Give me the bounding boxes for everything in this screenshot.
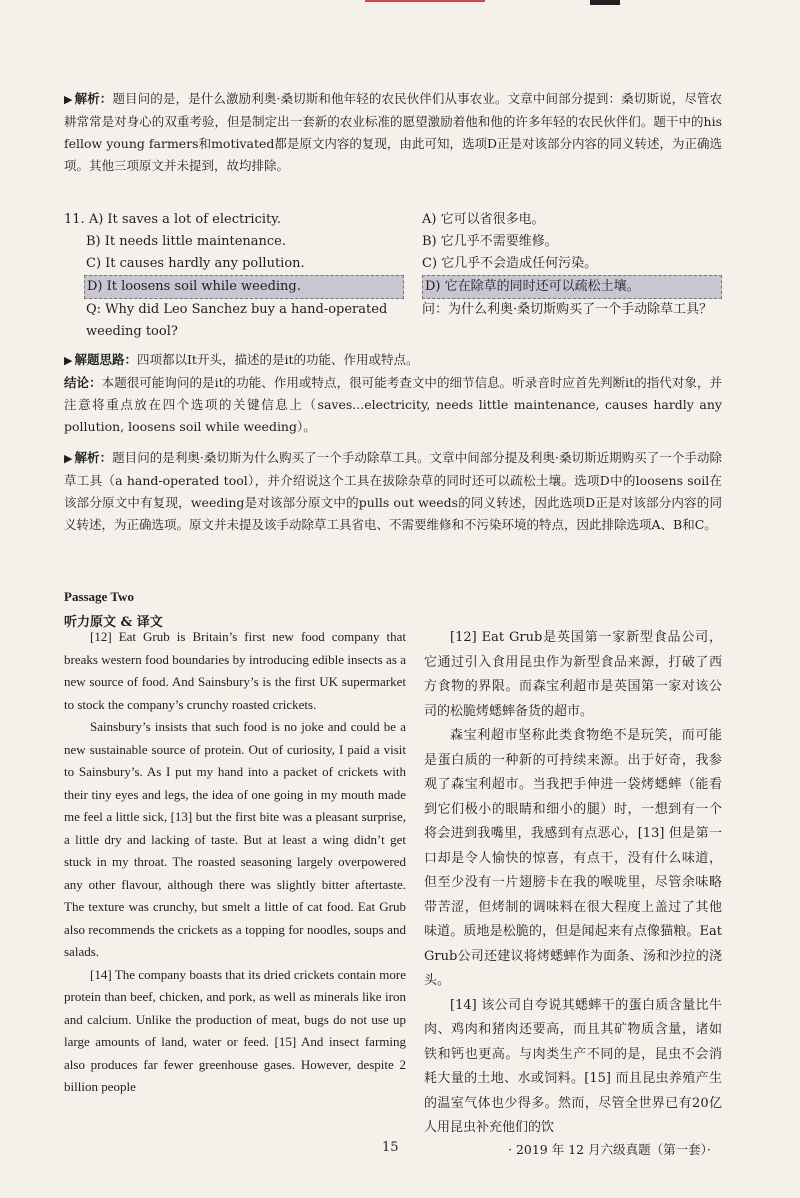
passage-en-paragraph: Sainsbury’s insists that such food is no joke and could be a new sustainable source of protein. Out of curiosity, I paid a visit to Sainsbury’s. As I put my hand into a packet of crickets with their tiny eyes and legs, the idea of one going in my mouth made me feel a little sick, [13] but the first bite was a pleasant surprise, a little dry and lacking of taste. But at least a wing didn’t get stuck in my throat. The roasted seasoning largely overpowered any other flavour, although there was slightly bitter aftertaste. The texture was crunchy, but smelt a little of cat food. Eat Grub also recommends the crickets as a topping for noodles, soups and salads.	[64, 719, 406, 959]
option-b-en: B) It needs little maintenance.	[86, 234, 287, 249]
question-cn: 问：为什么利奥·桑切斯购买了一个手动除草工具？	[422, 302, 713, 317]
conclusion-label: 结论：	[64, 375, 102, 390]
question-11-english	[64, 209, 404, 343]
page-number: 15	[382, 1140, 399, 1155]
analysis-text: 题目问的是利奥·桑切斯为什么购买了一个手动除草工具。文章中间部分提及利奥·桑切斯近期购买了一个手动除草工具（a hand-operated tool），并介绍说这个工具在拔除杂草的同时还可以疏松土壤。选项D中的loosens soil在该部分原文中有复现，weeding是对该部分原文中的pulls out weeds的同义转述，因此选项D正是对该部分内容的同义转述，为正确选项。原文并未提及该手动除草工具省电、不需要维修和不污染环境的特点，因此排除选项A、B和C。	[64, 450, 722, 532]
top-mark-black	[590, 0, 620, 5]
passage-chinese	[424, 626, 722, 1141]
option-a-cn: A) 它可以省很多电。	[422, 212, 545, 227]
analysis-text: 题目问的是，是什么激励利奥·桑切斯和他年轻的农民伙伴们从事农业。文章中间部分提到：桑切斯说，尽管农耕常常是对身心的双重考验，但是制定出一套新的农业标准的愿望激励着他和他的许多年轻的农民伙伴们。题干中的his fellow young farmers和motivated都是原文内容的复现，由此可知，选项D正是对该部分内容的同义转述，为正确选项。其他三项原文并未提到，故均排除。	[64, 91, 722, 173]
thinking-text: 四项都以It开头，描述的是it的功能、作用或特点。	[136, 352, 419, 367]
passage-cn-paragraph: [12] Eat Grub是英国第一家新型食品公司，它通过引入食用昆虫作为新型食品来源，打破了西方食物的界限。而森宝利超市是英国第一家对该公司的松脆烤蟋蟀备货的超市。	[424, 630, 722, 719]
passage-english	[64, 626, 406, 1099]
analysis-label: 解析：	[74, 91, 113, 106]
thinking-line	[64, 349, 722, 372]
option-b-cn: B) 它几乎不需要维修。	[422, 234, 558, 249]
option-d-cn-highlighted: D) 它在除草的同时还可以疏松土壤。	[422, 275, 722, 299]
passage-cn-paragraph: [14] 该公司自夸说其蟋蟀干的蛋白质含量比牛肉、鸡肉和猪肉还要高，而且其矿物质含量，诸如铁和钙也更高。与肉类生产不同的是，昆虫不会消耗大量的土地、水或饲料。[15] 而且昆虫养殖产生的温室气体也少得多。然而，尽管全世界已有20亿人用昆虫补充他们的饮	[424, 997, 722, 1135]
option-text: A) It saves a lot of electricity.	[88, 212, 282, 227]
question-number: 11.	[64, 212, 85, 227]
passage-title: Passage Two	[64, 589, 134, 604]
analysis-11	[64, 447, 722, 536]
conclusion-text: 本题很可能询问的是it的功能、作用或特点，很可能考查文中的细节信息。听录音时应首先判断it的指代对象，并注意将重点放在四个选项的关键信息上（saves...electricity, needs little maintenance, causes hardly any pollution, loosens soil while weeding）。	[64, 375, 722, 434]
passage-en-paragraph: [12] Eat Grub is Britain’s first new food company that breaks western food boundaries by introducing edible insects as a new source of food. And Sainsbury’s is the first UK supermarket to stock the company’s crunchy roasted crickets.	[64, 629, 406, 712]
passage-subtitle: 听力原文 & 译文	[64, 615, 163, 630]
passage-cn-paragraph: 森宝利超市坚称此类食物绝不是玩笑，而可能是蛋白质的一种新的可持续来源。出于好奇，我参观了森宝利超市。当我把手伸进一袋烤蟋蟀（能看到它们极小的眼睛和细小的腿）时，一想到有一个将会进到我嘴里，我感到有点恶心，[13] 但是第一口却是令人愉快的惊喜，有点干，没有什么味道，但至少没有一片翅膀卡在我的喉咙里，尽管余味略带苦涩，但烤制的调味料在很大程度上盖过了其他味道。质地是松脆的，但是闻起来有点像猫粮。Eat Grub公司还建议将烤蟋蟀作为面条、汤和沙拉的浇头。	[424, 728, 722, 988]
triangle-icon: ▶	[64, 452, 73, 465]
triangle-icon: ▶	[64, 93, 73, 106]
option-a-en	[64, 209, 404, 231]
analysis-10	[64, 88, 722, 177]
triangle-icon: ▶	[64, 354, 73, 367]
thinking-11	[64, 349, 722, 438]
passage-en-paragraph: [14] The company boasts that its dried crickets contain more protein than beef, chicken, and pork, as well as minerals like iron and calcium. Unlike the production of meat, bugs do not use up large amounts of land, water or feed. [15] And insect farming also produces far fewer greenhouse gases. However, despite 2 billion people	[64, 966, 406, 1094]
analysis-label: 解析：	[74, 450, 113, 465]
page-footer: · 2019 年 12 月六级真题（第一套）·	[508, 1142, 711, 1157]
thinking-label: 解题思路：	[74, 352, 137, 367]
question-en: Q: Why did Leo Sanchez buy a hand-operated weeding tool?	[86, 302, 388, 339]
question-11-chinese	[422, 209, 722, 321]
conclusion	[64, 372, 722, 438]
option-c-en: C) It causes hardly any pollution.	[86, 256, 305, 271]
option-c-cn: C) 它几乎不会造成任何污染。	[422, 256, 598, 271]
option-d-en-highlighted: D) It loosens soil while weeding.	[84, 275, 404, 299]
top-mark-red	[365, 0, 485, 8]
